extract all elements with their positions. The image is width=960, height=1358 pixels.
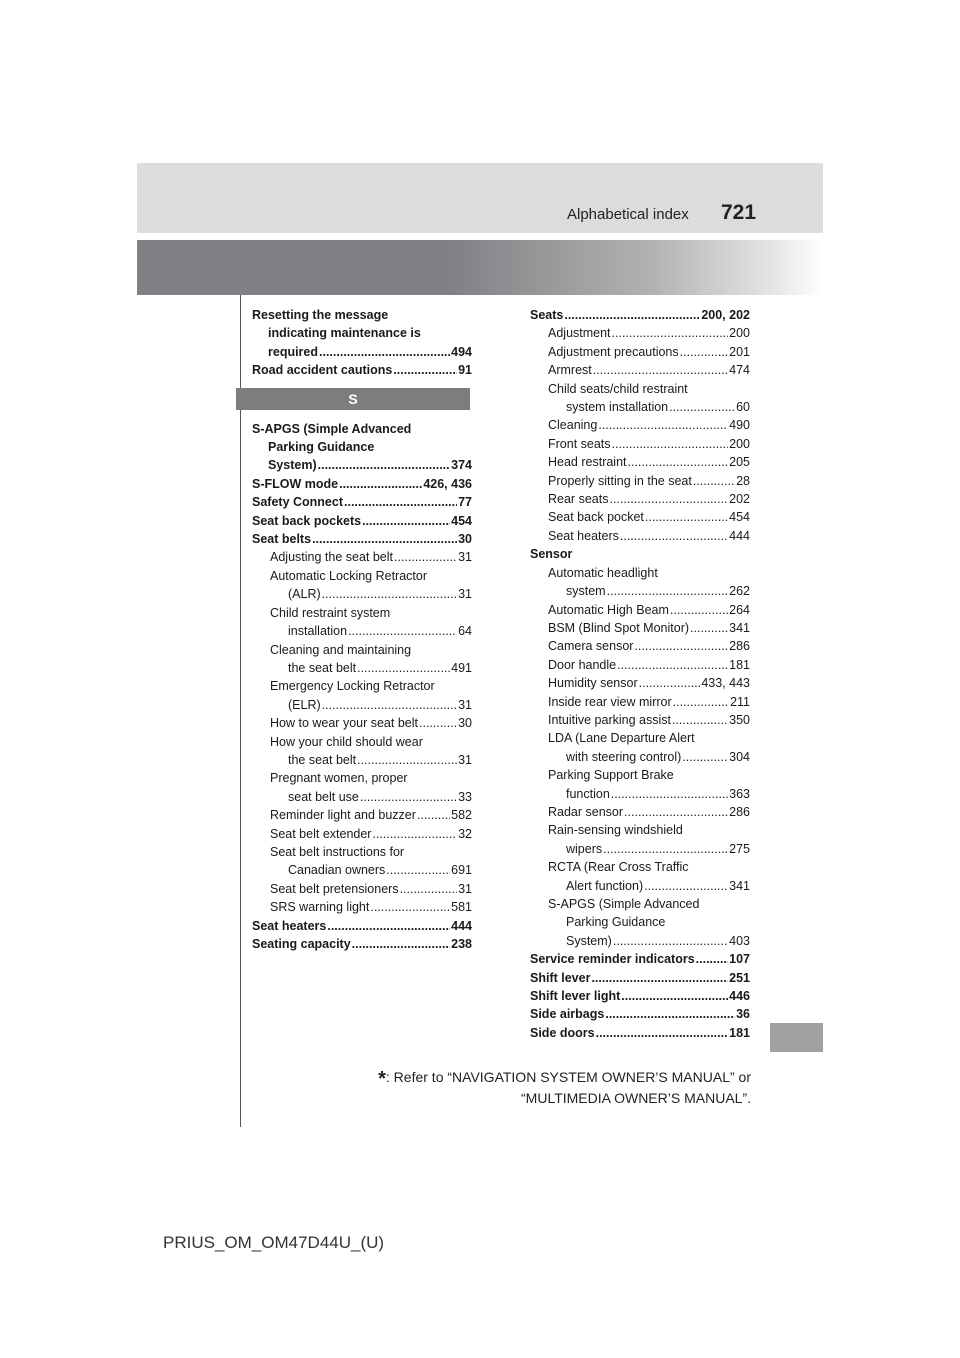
index-entry bbox=[252, 622, 472, 640]
dot-leader bbox=[628, 453, 729, 471]
dot-leader bbox=[372, 825, 457, 843]
index-entry-line: indicating maintenance is bbox=[268, 326, 421, 341]
index-page-ref[interactable]: 28 bbox=[736, 473, 750, 488]
dot-leader bbox=[672, 711, 728, 729]
dot-leader bbox=[564, 306, 700, 324]
dot-leader bbox=[322, 585, 457, 603]
dot-leader bbox=[339, 475, 422, 493]
header-gradient-band bbox=[137, 240, 823, 295]
index-entry bbox=[252, 861, 472, 879]
index-entry bbox=[530, 619, 750, 637]
index-page-ref[interactable]: 91 bbox=[458, 363, 472, 378]
dot-leader bbox=[370, 898, 450, 916]
dot-leader bbox=[327, 917, 450, 935]
index-entry bbox=[252, 751, 472, 769]
index-entry-term: Seat belt extender bbox=[270, 826, 372, 841]
dot-leader bbox=[593, 361, 728, 379]
index-entry bbox=[530, 490, 750, 508]
index-entry bbox=[530, 674, 750, 692]
index-entry-term: wipers bbox=[566, 841, 603, 856]
index-page-ref[interactable]: 30 bbox=[458, 532, 472, 547]
index-entry-term: Side airbags bbox=[530, 1007, 605, 1022]
dot-leader bbox=[612, 435, 729, 453]
footnote bbox=[300, 1068, 751, 1108]
index-page-ref[interactable]: 426, 436 bbox=[423, 476, 472, 491]
dot-leader bbox=[357, 659, 450, 677]
index-page-ref[interactable]: 238 bbox=[451, 937, 472, 951]
index-entry-term: Cleaning bbox=[548, 418, 598, 433]
index-page-ref[interactable]: 581 bbox=[451, 900, 472, 915]
dot-leader bbox=[360, 788, 457, 806]
index-entry-term: Reminder light and buzzer bbox=[270, 808, 416, 823]
index-entry bbox=[530, 840, 750, 858]
dot-leader bbox=[322, 696, 457, 714]
index-group-r bbox=[252, 306, 472, 380]
index-entry bbox=[252, 788, 472, 806]
index-entry bbox=[530, 453, 750, 471]
index-page-ref[interactable]: 433, 443 bbox=[701, 676, 750, 691]
index-entry-term: Safety Connect bbox=[252, 495, 343, 510]
dot-leader bbox=[598, 416, 728, 434]
index-page-ref[interactable]: 444 bbox=[451, 918, 472, 933]
index-entry bbox=[252, 548, 472, 566]
index-page-ref[interactable]: 31 bbox=[458, 881, 472, 896]
dot-leader bbox=[419, 714, 457, 732]
index-entry-term: system installation bbox=[566, 400, 669, 415]
index-entry bbox=[530, 398, 750, 416]
dot-leader bbox=[669, 398, 735, 416]
dot-leader bbox=[319, 343, 450, 361]
index-page-ref[interactable]: 286 bbox=[729, 639, 750, 654]
index-entry bbox=[530, 748, 750, 766]
index-entry bbox=[530, 601, 750, 619]
index-page-ref[interactable]: 77 bbox=[458, 495, 472, 510]
index-entry-line: Child restraint system bbox=[270, 605, 391, 620]
index-entry-term: system bbox=[566, 584, 606, 599]
index-page-ref[interactable]: 200 bbox=[729, 436, 750, 451]
section-title: Alphabetical index bbox=[567, 206, 689, 223]
index-entry bbox=[530, 950, 750, 968]
index-page-ref[interactable]: 31 bbox=[458, 550, 472, 565]
index-entry bbox=[530, 1005, 750, 1023]
dot-leader bbox=[621, 987, 728, 1005]
index-page-ref[interactable]: 691 bbox=[451, 863, 472, 878]
margin-rule bbox=[240, 295, 241, 1127]
index-group-s-continued bbox=[530, 306, 750, 1042]
dot-leader bbox=[696, 950, 728, 968]
document-code: PRIUS_OM_OM47D44U_(U) bbox=[163, 1233, 385, 1252]
index-entry-term: Canadian owners bbox=[288, 863, 386, 878]
index-page-ref[interactable]: 31 bbox=[458, 697, 472, 712]
index-entry bbox=[530, 324, 750, 342]
index-entry-line: Parking Guidance bbox=[268, 440, 375, 455]
index-page-ref[interactable]: 363 bbox=[729, 786, 750, 801]
dot-leader bbox=[680, 343, 729, 361]
index-entry-term: System) bbox=[268, 458, 317, 473]
index-entry-line: S-APGS (Simple Advanced bbox=[548, 897, 700, 911]
index-page-ref[interactable]: 446 bbox=[729, 989, 750, 1004]
index-page-ref[interactable]: 251 bbox=[729, 970, 750, 985]
index-entry-term: the seat belt bbox=[288, 660, 357, 675]
index-entry-term: How to wear your seat belt bbox=[270, 716, 418, 731]
index-page-ref[interactable]: 201 bbox=[729, 344, 750, 359]
index-entry-term: Adjustment precautions bbox=[548, 344, 679, 359]
index-entry bbox=[530, 987, 750, 1005]
index-entry-term: Seats bbox=[530, 308, 564, 322]
index-entry-line: Emergency Locking Retractor bbox=[270, 679, 435, 694]
dot-leader bbox=[690, 619, 728, 637]
dot-leader bbox=[612, 324, 729, 342]
dot-leader bbox=[670, 601, 728, 619]
dot-leader bbox=[624, 803, 728, 821]
index-entry-term: Shift lever bbox=[530, 970, 591, 985]
index-entry bbox=[252, 512, 472, 530]
index-page-ref[interactable]: 33 bbox=[458, 789, 472, 804]
index-entry bbox=[530, 306, 750, 324]
dot-leader bbox=[357, 751, 457, 769]
index-entry-term: (ELR) bbox=[288, 697, 321, 712]
index-page-ref[interactable]: 200 bbox=[729, 326, 750, 341]
index-entry-term: Humidity sensor bbox=[548, 676, 638, 691]
index-page-ref[interactable]: 64 bbox=[458, 624, 472, 639]
index-entry-term: Seat back pocket bbox=[548, 510, 644, 525]
index-entry bbox=[530, 435, 750, 453]
index-page-ref[interactable]: 200, 202 bbox=[701, 308, 750, 322]
index-page-ref[interactable]: 36 bbox=[736, 1007, 750, 1022]
dot-leader bbox=[312, 530, 457, 548]
index-entry bbox=[530, 361, 750, 379]
index-entry bbox=[252, 935, 472, 953]
index-page-ref[interactable]: 211 bbox=[730, 694, 750, 709]
index-page-ref[interactable]: 264 bbox=[729, 602, 750, 617]
index-page-ref[interactable]: 262 bbox=[729, 584, 750, 599]
index-entry-term: Rear seats bbox=[548, 492, 609, 507]
index-entry bbox=[530, 1024, 750, 1042]
index-entry bbox=[530, 343, 750, 361]
index-entry-line: Cleaning and maintaining bbox=[270, 642, 412, 657]
index-entry-term: Seat heaters bbox=[252, 918, 327, 933]
index-entry-line: Automatic Locking Retractor bbox=[270, 568, 428, 583]
index-page-ref[interactable]: 31 bbox=[458, 587, 472, 602]
dot-leader bbox=[352, 935, 450, 953]
footnote-line-2: “MULTIMEDIA OWNER’S MANUAL”. bbox=[521, 1090, 751, 1106]
index-entry bbox=[252, 898, 472, 916]
index-page-ref[interactable]: 474 bbox=[729, 363, 750, 378]
dot-leader bbox=[639, 674, 701, 692]
index-entry bbox=[530, 508, 750, 526]
index-entry bbox=[530, 693, 750, 711]
dot-leader bbox=[362, 512, 450, 530]
dot-leader bbox=[400, 880, 458, 898]
dot-leader bbox=[617, 656, 728, 674]
index-entry-term: Sensor bbox=[530, 547, 573, 562]
index-entry-line: Parking Guidance bbox=[566, 915, 666, 930]
index-entry bbox=[252, 825, 472, 843]
index-entry-term: S-FLOW mode bbox=[252, 476, 339, 491]
index-entry bbox=[530, 969, 750, 987]
index-entry bbox=[252, 696, 472, 714]
thumb-index-tab bbox=[770, 1023, 823, 1052]
index-entry-term: Seating capacity bbox=[252, 937, 351, 951]
dot-leader bbox=[613, 932, 728, 950]
index-entry bbox=[252, 714, 472, 732]
index-page-ref[interactable]: 30 bbox=[458, 716, 472, 731]
dot-leader bbox=[645, 508, 728, 526]
index-entry bbox=[252, 585, 472, 603]
index-entry-line: Parking Support Brake bbox=[548, 768, 674, 783]
index-entry bbox=[530, 416, 750, 434]
index-entry-line: Pregnant women, proper bbox=[270, 771, 408, 786]
page-number: 721 bbox=[721, 201, 757, 224]
index-page-ref[interactable]: 494 bbox=[451, 344, 472, 359]
dot-leader bbox=[634, 637, 728, 655]
index-entry-term: Adjustment bbox=[548, 326, 611, 341]
index-page-ref[interactable]: 582 bbox=[451, 808, 472, 823]
index-entry bbox=[530, 877, 750, 895]
index-entry-term: Service reminder indicators bbox=[530, 952, 695, 967]
dot-leader bbox=[591, 969, 728, 987]
dot-leader bbox=[348, 622, 457, 640]
index-page-ref[interactable]: 491 bbox=[451, 660, 472, 675]
index-page-ref[interactable]: 32 bbox=[458, 826, 472, 841]
index-page-ref[interactable]: 60 bbox=[736, 400, 750, 415]
index-entry bbox=[252, 493, 472, 511]
index-page-ref[interactable]: 275 bbox=[729, 841, 750, 856]
index-entry-line: Seat belt instructions for bbox=[270, 844, 405, 859]
index-page-ref[interactable]: 341 bbox=[729, 620, 750, 635]
index-page-ref[interactable]: 107 bbox=[729, 952, 750, 967]
dot-leader bbox=[620, 527, 728, 545]
left-index-column bbox=[252, 306, 472, 953]
index-entry bbox=[252, 343, 472, 361]
index-page-ref[interactable]: 205 bbox=[729, 455, 750, 470]
index-entry bbox=[530, 656, 750, 674]
index-entry bbox=[252, 456, 472, 474]
index-group-s bbox=[252, 420, 472, 954]
dot-leader bbox=[609, 490, 728, 508]
index-page-ref[interactable]: 490 bbox=[729, 418, 750, 433]
index-entry-term: Seat heaters bbox=[548, 528, 619, 543]
index-page-ref[interactable]: 454 bbox=[451, 513, 472, 528]
index-page-ref[interactable]: 304 bbox=[729, 749, 750, 764]
dot-leader bbox=[611, 785, 728, 803]
index-entry-line: Automatic headlight bbox=[548, 565, 658, 580]
dot-leader bbox=[693, 472, 735, 490]
dot-leader bbox=[417, 806, 450, 824]
index-page-ref[interactable]: 31 bbox=[458, 752, 472, 767]
index-entry-line: Rain-sensing windshield bbox=[548, 823, 683, 838]
index-entry bbox=[252, 530, 472, 548]
index-entry bbox=[252, 917, 472, 935]
section-letter-band: S bbox=[236, 388, 470, 410]
index-entry-line: RCTA (Rear Cross Traffic bbox=[548, 860, 689, 875]
index-entry-term: Door handle bbox=[548, 657, 617, 672]
index-entry-term: the seat belt bbox=[288, 752, 357, 767]
footnote-asterisk: * bbox=[378, 1068, 386, 1090]
dot-leader bbox=[344, 493, 457, 511]
index-entry-term: Radar sensor bbox=[548, 804, 624, 819]
index-entry-term: seat belt use bbox=[288, 789, 359, 804]
index-entry-term: Armrest bbox=[548, 363, 592, 378]
index-entry-line: How your child should wear bbox=[270, 734, 423, 749]
index-entry-term: Front seats bbox=[548, 436, 611, 451]
index-page-ref[interactable]: 181 bbox=[729, 1025, 750, 1040]
index-entry-term: Seat belts bbox=[252, 532, 312, 547]
index-entry-term: Intuitive parking assist bbox=[548, 712, 671, 727]
footnote-line-1: : Refer to “NAVIGATION SYSTEM OWNER’S MANUAL” or bbox=[385, 1069, 751, 1085]
index-entry bbox=[252, 361, 472, 379]
dot-leader bbox=[394, 548, 457, 566]
dot-leader bbox=[673, 693, 729, 711]
index-entry-term: Inside rear view mirror bbox=[548, 694, 672, 709]
index-entry bbox=[252, 659, 472, 677]
index-entry-term: required bbox=[268, 344, 319, 359]
index-page-ref[interactable]: 286 bbox=[729, 804, 750, 819]
dot-leader bbox=[682, 748, 728, 766]
index-entry bbox=[530, 582, 750, 600]
index-entry-term: Road accident cautions bbox=[252, 363, 393, 378]
index-entry bbox=[530, 711, 750, 729]
index-page-ref[interactable]: 341 bbox=[729, 878, 750, 893]
dot-leader bbox=[393, 361, 457, 379]
dot-leader bbox=[386, 861, 450, 879]
index-entry bbox=[252, 806, 472, 824]
index-entry-term: (ALR) bbox=[288, 587, 321, 602]
dot-leader bbox=[607, 582, 729, 600]
index-entry-line: LDA (Lane Departure Alert bbox=[548, 731, 695, 746]
index-page-ref[interactable]: 374 bbox=[451, 458, 472, 473]
right-index-column bbox=[530, 306, 750, 1042]
index-entry bbox=[252, 475, 472, 493]
dot-leader bbox=[596, 1024, 729, 1042]
index-entry-line: Child seats/child restraint bbox=[548, 381, 688, 396]
index-entry-line: S-APGS (Simple Advanced bbox=[252, 421, 412, 436]
index-entry bbox=[530, 545, 750, 563]
index-entry-term: Automatic High Beam bbox=[548, 602, 669, 617]
index-entry bbox=[530, 637, 750, 655]
index-page-ref[interactable]: 454 bbox=[729, 510, 750, 525]
index-page-ref[interactable]: 350 bbox=[729, 712, 750, 727]
index-entry bbox=[530, 472, 750, 490]
dot-leader bbox=[605, 1005, 735, 1023]
index-entry bbox=[530, 527, 750, 545]
index-entry-term: SRS warning light bbox=[270, 900, 370, 915]
index-entry bbox=[530, 932, 750, 950]
index-entry bbox=[530, 803, 750, 821]
index-entry-term: with steering control) bbox=[566, 749, 682, 764]
index-entry-term: Head restraint bbox=[548, 455, 627, 470]
index-entry-term: Properly sitting in the seat bbox=[548, 473, 692, 488]
index-entry bbox=[530, 785, 750, 803]
dot-leader bbox=[603, 840, 728, 858]
dot-leader bbox=[318, 456, 451, 474]
index-entry-line: Resetting the message bbox=[252, 308, 389, 322]
index-entry-term: System) bbox=[566, 933, 612, 948]
index-entry-term: Side doors bbox=[530, 1025, 595, 1040]
index-page-ref[interactable]: 444 bbox=[729, 528, 750, 543]
index-entry-term: Alert function) bbox=[566, 878, 644, 893]
index-entry-term: function bbox=[566, 786, 610, 801]
index-entry-term: Camera sensor bbox=[548, 639, 634, 654]
index-page-ref[interactable]: 403 bbox=[729, 933, 750, 948]
index-entry-term: Seat belt pretensioners bbox=[270, 881, 399, 896]
index-entry-term: Seat back pockets bbox=[252, 513, 362, 528]
index-entry bbox=[252, 880, 472, 898]
index-page-ref[interactable]: 202 bbox=[729, 492, 750, 507]
index-page-ref[interactable]: 181 bbox=[729, 657, 750, 672]
index-entry-term: Shift lever light bbox=[530, 989, 621, 1004]
index-entry-term: BSM (Blind Spot Monitor) bbox=[548, 620, 690, 635]
index-entry-term: installation bbox=[288, 624, 348, 639]
dot-leader bbox=[644, 877, 728, 895]
index-entry-term: Adjusting the seat belt bbox=[270, 550, 393, 565]
